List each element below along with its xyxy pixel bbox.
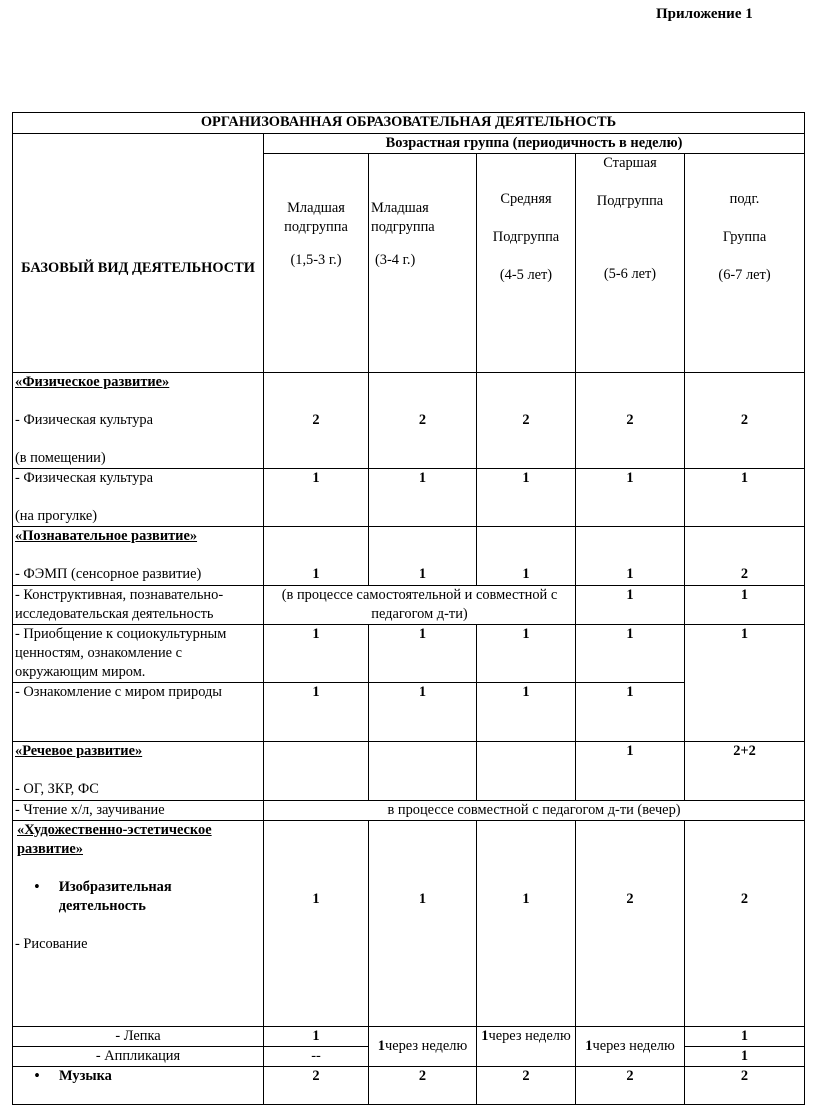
age-group-row xyxy=(13,134,805,154)
cell: 1 xyxy=(369,821,477,1027)
cell: 1 xyxy=(369,469,477,527)
col-age: (4-5 лет) xyxy=(499,267,553,283)
activity-table xyxy=(12,112,805,1105)
cell: 1 xyxy=(576,469,685,527)
col-top: Средняя xyxy=(500,191,552,207)
cell: 1 xyxy=(264,1027,369,1047)
table-row xyxy=(13,1067,805,1105)
table-title-row xyxy=(13,113,805,134)
table-row xyxy=(13,586,805,625)
cell: 2 xyxy=(685,373,805,469)
cell: 1 xyxy=(477,683,576,742)
cell: 1 xyxy=(685,469,805,527)
pe-outdoor-note: (на прогулке) xyxy=(15,508,98,524)
cell: 1 xyxy=(477,469,576,527)
modeling-label: - Лепка xyxy=(13,1027,264,1047)
row-label xyxy=(13,821,264,1027)
base-activity-header: БАЗОВЫЙ ВИД ДЕЯТЕЛЬНОСТИ xyxy=(13,134,264,373)
constructive-merged-note: (в процессе самостоятельной и совместной с педагогом д-ти) xyxy=(264,586,576,625)
og-label: - ОГ, ЗКР, ФС xyxy=(15,781,99,797)
pe-indoor-label: - Физическая культура xyxy=(15,412,154,428)
reading-label: - Чтение х/л, заучивание xyxy=(13,801,264,821)
cell: 1 xyxy=(264,625,369,683)
table-row xyxy=(13,469,805,527)
cell: 1 xyxy=(576,742,685,801)
col-header-preparatory xyxy=(685,154,805,373)
cell: 1 xyxy=(369,527,477,586)
table-row xyxy=(13,625,805,683)
cell xyxy=(369,742,477,801)
biweekly-cell: 1через неделю xyxy=(477,1027,576,1067)
age-group-header: Возрастная группа (периодичность в неделю) xyxy=(264,134,805,154)
pe-indoor-note: (в помещении) xyxy=(15,450,106,466)
cell: 1 xyxy=(264,821,369,1027)
visual-activity-label: Изобразительная деятельность xyxy=(58,879,172,914)
table-row xyxy=(13,527,805,586)
col-name: Группа xyxy=(722,229,767,245)
col-name: Младшая подгруппа xyxy=(284,200,348,235)
col-name: Подгруппа xyxy=(492,229,560,245)
cell: 1 xyxy=(477,821,576,1027)
bullet-icon: • xyxy=(34,1068,40,1084)
drawing-label: - Рисование xyxy=(15,936,88,952)
col-top: подг. xyxy=(729,191,760,207)
table-row xyxy=(13,801,805,821)
table-row xyxy=(13,821,805,1027)
table-row xyxy=(13,1027,805,1047)
cell xyxy=(264,742,369,801)
cell: 2 xyxy=(685,1067,805,1105)
row-label xyxy=(13,469,264,527)
table-row xyxy=(13,742,805,801)
cell: 2 xyxy=(576,821,685,1027)
list-item xyxy=(15,878,261,916)
cell: 1 xyxy=(685,1047,805,1067)
cell: 2 xyxy=(477,1067,576,1105)
col-name: Подгруппа xyxy=(596,193,664,209)
cell: 2 xyxy=(576,373,685,469)
section-cognitive: «Познавательное развитие» xyxy=(15,528,198,544)
nature-label: - Ознакомление с миром природы xyxy=(13,683,264,742)
cell: 1 xyxy=(576,527,685,586)
cell: 1 xyxy=(264,527,369,586)
cell: 1 xyxy=(264,469,369,527)
cell: 1 xyxy=(369,625,477,683)
applique-label: - Аппликация xyxy=(13,1047,264,1067)
cell: 1 xyxy=(685,586,805,625)
cell: 2 xyxy=(477,373,576,469)
table-title: ОРГАНИЗОВАННАЯ ОБРАЗОВАТЕЛЬНАЯ ДЕЯТЕЛЬНОСТЬ xyxy=(13,113,805,134)
table-row xyxy=(13,373,805,469)
cell: 1 xyxy=(576,683,685,742)
col-age: (6-7 лет) xyxy=(718,267,771,283)
row-label xyxy=(13,527,264,586)
row-label xyxy=(13,373,264,469)
row-label xyxy=(13,1067,264,1105)
col-age: (1,5-3 г.) xyxy=(290,252,342,268)
cell: 2 xyxy=(264,1067,369,1105)
biweekly-cell: 1через неделю xyxy=(576,1027,685,1067)
cell: 2+2 xyxy=(685,742,805,801)
cell: 2 xyxy=(264,373,369,469)
col-header-junior-1 xyxy=(264,154,369,373)
cell: 1 xyxy=(477,625,576,683)
cell: 1 xyxy=(685,1027,805,1047)
row-label xyxy=(13,742,264,801)
col-top: Старшая xyxy=(603,155,657,171)
constructive-label: - Конструктивная, познавательно-исследовательская деятельность xyxy=(13,586,264,625)
cell: 1 xyxy=(477,527,576,586)
cell: 1 xyxy=(369,683,477,742)
cell: -- xyxy=(264,1047,369,1067)
sociocultural-label: - Приобщение к социокультурным ценностям, ознакомление с окружающим миром. xyxy=(13,625,264,683)
section-art: «Художественно-эстетическое развитие» xyxy=(17,822,212,857)
section-speech: «Речевое развитие» xyxy=(15,743,143,759)
biweekly-cell: 1через неделю xyxy=(369,1027,477,1067)
cell: 1 xyxy=(576,586,685,625)
music-label: Музыка xyxy=(59,1068,112,1084)
cell: 2 xyxy=(576,1067,685,1105)
cell: 2 xyxy=(685,527,805,586)
cell: 2 xyxy=(369,373,477,469)
cell: 1 xyxy=(685,625,805,742)
bullet-icon: • xyxy=(34,879,40,895)
col-header-junior-2 xyxy=(369,154,477,373)
cell: 2 xyxy=(685,821,805,1027)
col-age: (3-4 г.) xyxy=(375,252,416,268)
section-physical: «Физическое развитие» xyxy=(15,374,170,390)
cell: 1 xyxy=(264,683,369,742)
reading-merged-note: в процессе совместной с педагогом д-ти (вечер) xyxy=(264,801,805,821)
femp-label: - ФЭМП (сенсорное развитие) xyxy=(15,566,202,582)
cell xyxy=(477,742,576,801)
pe-outdoor-label: - Физическая культура xyxy=(15,470,154,486)
col-name: Младшая подгруппа xyxy=(371,200,435,235)
appendix-label: Приложение 1 xyxy=(656,6,753,22)
cell: 1 xyxy=(576,625,685,683)
col-header-middle xyxy=(477,154,576,373)
cell: 2 xyxy=(369,1067,477,1105)
col-header-senior xyxy=(576,154,685,373)
col-age: (5-6 лет) xyxy=(603,266,657,282)
list-item xyxy=(15,1067,261,1086)
